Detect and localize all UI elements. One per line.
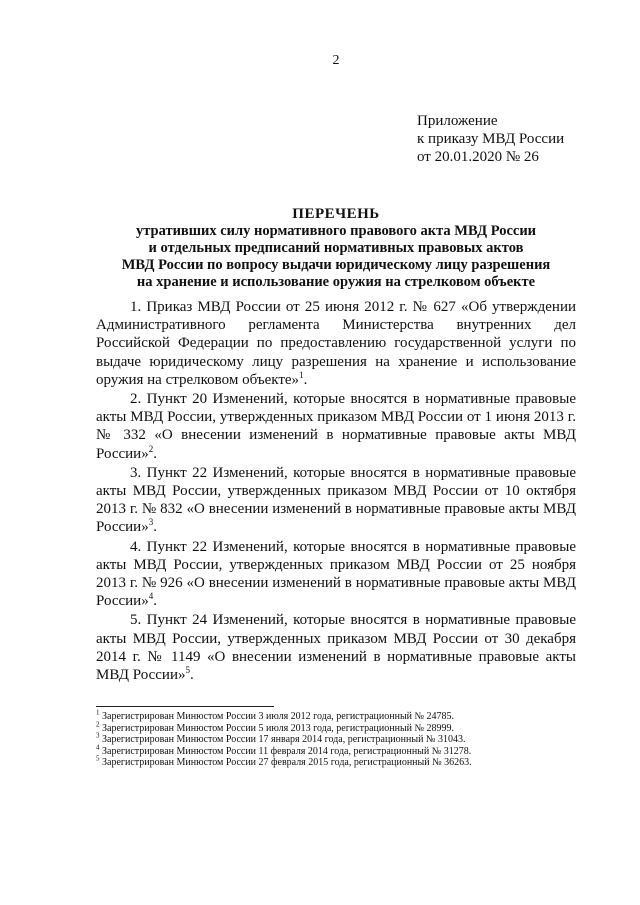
list-item-text: 5. Пункт 24 Изменений, которые вносятся в нормативные правовые акты МВД России, утвержденных приказом МВД России от 30 декабря 2014 г. № 1149 «О внесении изменений в нормативные правовые акты МВД России» — [96, 612, 576, 684]
footnote-ref: 5 — [185, 665, 190, 676]
appendix-order-ref: к приказу МВД России — [417, 131, 565, 147]
document-title — [96, 206, 576, 291]
footnote-text: Зарегистрирован Минюстом России 5 июля 2013 года, регистрационный № 28999. — [102, 722, 455, 734]
footnote-mark: 4 — [96, 743, 100, 752]
list-item: 3. Пункт 22 Изменений, которые вносятся в нормативные правовые акты МВД России, утвержденных приказом МВД России от 10 октября 2013 г. № 832 «О внесении изменений в нормативные правовые акты МВД России»$^3$. — [96, 464, 576, 536]
list-item-text: 3. Пункт 22 Изменений, которые вносятся в нормативные правовые акты МВД России, утвержденных приказом МВД России от 10 октября 2013 г. № 832 «О внесении изменений в нормативные правовые акты МВД России» — [96, 464, 576, 536]
document-body — [96, 298, 576, 685]
appendix-header — [417, 112, 617, 166]
title-heading: ПЕРЕЧЕНЬ — [292, 206, 380, 222]
footnote — [96, 720, 576, 735]
footnote — [96, 708, 576, 723]
title-line: утративших силу нормативного правового акта МВД России — [135, 223, 537, 239]
title-line: МВД России по вопросу выдачи юридическому лицу разрешения — [121, 257, 551, 273]
footnote-mark: 2 — [96, 720, 100, 729]
footnote-mark: 1 — [96, 708, 100, 717]
footnote-mark: 3 — [96, 731, 100, 740]
footnote-text: Зарегистрирован Минюстом России 17 января 2014 года, регистрационный № 31043. — [102, 734, 466, 745]
footnotes — [96, 708, 576, 769]
appendix-order-date: от 20.01.2020 № 26 — [417, 149, 539, 165]
footnote-mark: 5 — [96, 754, 100, 763]
title-line: на хранение и использование оружия на стрелковом объекте — [136, 274, 536, 290]
footnote-text: Зарегистрирован Минюстом России 11 февраля 2014 года, регистрационный № 31278. — [102, 745, 472, 757]
list-item: 1. Приказ МВД России от 25 июня 2012 г. № 627 «Об утверждении Административного регламента Министерства внутренних дел Российской Федерации по предоставлению государственной услуги по выдаче юридическому лицу разрешения на хранение и использование оружия на стрелковом объекте»$^1$. — [96, 299, 576, 388]
list-item: 4. Пункт 22 Изменений, которые вносятся в нормативные правовые акты МВД России, утвержденных приказом МВД России от 25 ноября 2013 г. № 926 «О внесении изменений в нормативные правовые акты МВД России»$^4$. — [96, 538, 576, 610]
list-item: 2. Пункт 20 Изменений, которые вносятся в нормативные правовые акты МВД России, утвержденных приказом МВД России от 1 июня 2013 г. № 332 «О внесении изменений в нормативные правовые акты МВД России»$^2$. — [96, 391, 576, 462]
footnote-text: Зарегистрирован Минюстом России 3 июля 2012 года, регистрационный № 24785. — [102, 711, 455, 722]
footnote — [96, 754, 576, 769]
footnote-ref: 1 — [299, 369, 304, 380]
footnote-ref: 3 — [148, 517, 154, 528]
footnote-text: Зарегистрирован Минюстом России 27 февраля 2015 года, регистрационный № 36263. — [102, 757, 472, 768]
footnote-ref: 2 — [148, 443, 154, 454]
footnote-divider — [96, 706, 274, 707]
page-number: 2 — [332, 53, 340, 68]
footnote — [96, 743, 576, 758]
list-item-text: 4. Пункт 22 Изменений, которые вносятся в нормативные правовые акты МВД России, утвержденных приказом МВД России от 25 ноября 2013 г. № 926 «О внесении изменений в нормативные правовые акты МВД России» — [96, 538, 576, 610]
list-item: 5. Пункт 24 Изменений, которые вносятся в нормативные правовые акты МВД России, утвержденных приказом МВД России от 30 декабря 2014 г. № 1149 «О внесении изменений в нормативные правовые акты МВД России»$^5$. — [96, 612, 576, 684]
appendix-label: Приложение — [417, 113, 498, 129]
list-item-text: 2. Пункт 20 Изменений, которые вносятся в нормативные правовые акты МВД России, утвержденных приказом МВД России от 1 июня 2013 г. № 332 «О внесении изменений в нормативные правовые акты МВД России» — [96, 391, 576, 462]
title-line: и отдельных предписаний нормативных правовых актов — [148, 240, 524, 256]
footnote-ref: 4 — [148, 591, 154, 602]
footnote — [96, 731, 576, 746]
list-item-text: 1. Приказ МВД России от 25 июня 2012 г. № 627 «Об утверждении Административного регламента Министерства внутренних дел Российской Федерации по предоставлению государственной услуги по выдаче юридическому лицу разрешения на хранение и использование оружия на стрелковом объекте» — [96, 299, 576, 388]
